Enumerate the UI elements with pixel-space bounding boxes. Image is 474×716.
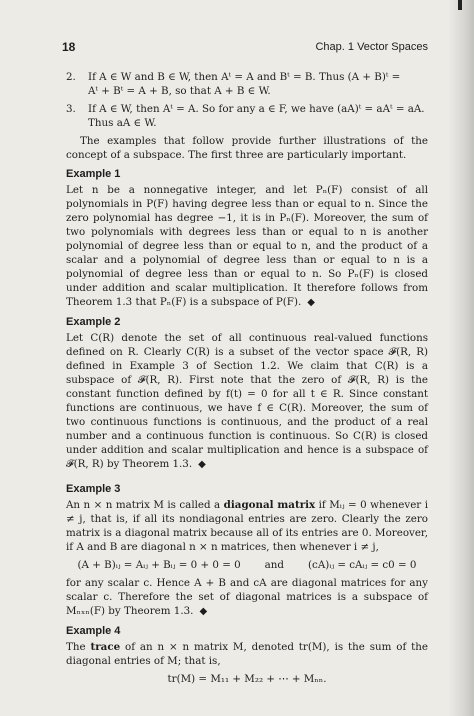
list-item-number: 3.: [66, 103, 76, 115]
list-item: [66, 102, 428, 130]
list-item-number: 2.: [66, 71, 76, 83]
display-equation: (A + B)ᵢⱼ = Aᵢⱼ + Bᵢⱼ = 0 + 0 = 0 and (cA)ᵢⱼ = cAᵢⱼ = c0 = 0: [77, 559, 417, 571]
example-1-heading: Example 1: [66, 168, 121, 180]
list-item-line: Aᵗ + Bᵗ = A + B, so that A + B ∈ W.: [88, 85, 271, 97]
binding-mark: [458, 0, 462, 10]
end-of-example-icon: ◆: [198, 459, 206, 470]
defined-term: trace: [90, 641, 121, 653]
end-of-example-icon: ◆: [307, 297, 315, 308]
trace-equation: tr(M) = M₁₁ + M₂₂ + ⋯ + Mₙₙ.: [167, 673, 327, 685]
example-3-text: An n × n matrix M is called a diagonal matrix if Mᵢⱼ = 0 whenever i ≠ j, that is, if all its nondiagonal entries are zero. Clearly the zero matrix is a diagonal matrix because all of its entries are 0. Moreover, if A and B are diagonal n × n matrices, then whenever i ≠ j,: [66, 499, 428, 553]
page-body: [66, 70, 428, 690]
running-head: Chap. 1 Vector Spaces: [315, 41, 428, 53]
example-3-heading: Example 3: [66, 483, 121, 495]
list-item-line: Thus aA ∈ W.: [88, 117, 157, 129]
list-item: [66, 70, 428, 98]
list-item-line: If A ∈ W and B ∈ W, then Aᵗ = A and Bᵗ = B. Thus (A + B)ᵗ =: [88, 71, 401, 83]
example-4-text: The trace of an n × n matrix M, denoted tr(M), is the sum of the diagonal entries of M; that is,: [66, 641, 429, 667]
defined-term: diagonal matrix: [223, 499, 316, 511]
page-header: [62, 40, 428, 56]
example-2-heading: Example 2: [66, 316, 121, 328]
end-of-example-icon: ◆: [199, 606, 208, 617]
example-3-conclusion: for any scalar c. Hence A + B and cA are diagonal matrices for any scalar c. Therefore the set of diagonal matrices is a subspace of Mₙₓₙ(F) by Theorem 1.3. ◆: [66, 577, 428, 617]
example-1-text: Let n be a nonnegative integer, and let Pₙ(F) consist of all polynomials in P(F) having degree less than or equal to n. Since the zero polynomial has degree −1, it is in Pₙ(F). Moreover, the sum of two polynomials with degrees less than or equal to n is another polynomial of degree less than or equal to n, and the product of a scalar and a polynomial of degree less than or equal to n is a polynomial of degree less than or equal to n. So Pₙ(F) is closed under addition and scalar multiplication. It therefore follows from Theorem 1.3 that Pₙ(F) is a subspace of P(F). ◆: [66, 184, 428, 308]
list-item-line: If A ∈ W, then Aᵗ = A. So for any a ∈ F, we have (aA)ᵗ = aAᵗ = aA.: [88, 103, 425, 115]
intro-paragraph: The examples that follow provide further illustrations of the concept of a subspace. The first three are particularly important.: [66, 135, 428, 161]
example-4-heading: Example 4: [66, 625, 121, 637]
page-number: 18: [62, 40, 76, 54]
page-spine-shadow: [448, 0, 474, 716]
example-2-text: Let C(R) denote the set of all continuous real-valued functions defined on R. Clearly C(R) is a subset of the vector space 𝓕(R, R) defined in Example 3 of Section 1.2. We claim that C(R) is a subspace of 𝓕(R, R). First note that the zero of 𝓕(R, R) is the constant function defined by f(t) = 0 for all t ∈ R. Since constant functions are continuous, we have f ∈ C(R). Moreover, the sum of two continuous functions is continuous, and the product of a real number and a continuous function is continuous. So C(R) is closed under addition and scalar multiplication and hence is a subspace of 𝓕(R, R) by Theorem 1.3. ◆: [66, 332, 428, 470]
